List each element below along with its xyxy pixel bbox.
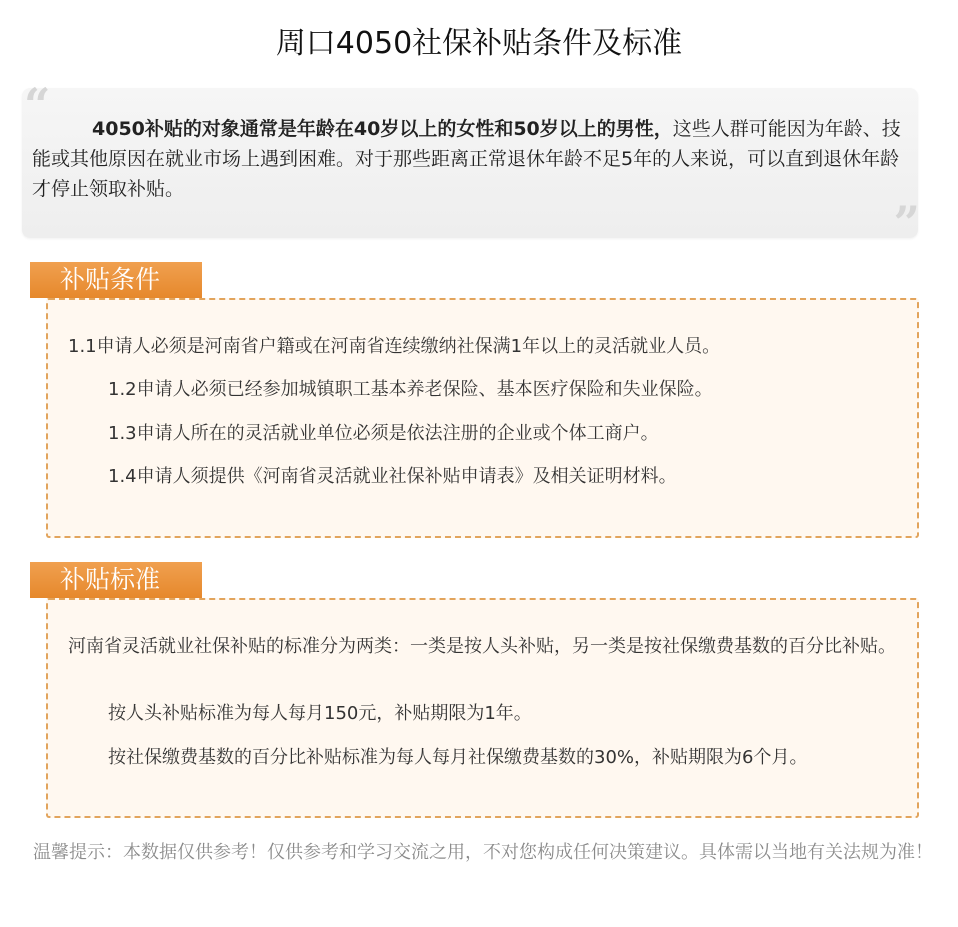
- condition-item: 1.4申请人须提供《河南省灵活就业社保补贴申请表》及相关证明材料。: [108, 466, 677, 487]
- standards-summary: 河南省灵活就业社保补贴的标准分为两类：一类是按人头补贴，另一类是按社保缴费基数的百分比补贴。: [68, 636, 896, 657]
- condition-item: 1.3申请人所在的灵活就业单位必须是依法注册的企业或个体工商户。: [108, 423, 659, 444]
- standard-item: 按人头补贴标准为每人每月150元，补贴期限为1年。: [108, 703, 532, 724]
- close-quote-icon: ”: [893, 196, 920, 250]
- standards-box: [46, 598, 919, 818]
- intro-paragraph: [32, 114, 904, 204]
- intro-bold-text: 4050补贴的对象通常是年龄在40岁以上的女性和50岁以上的男性，: [92, 118, 673, 140]
- page-title: 周口4050社保补贴条件及标准: [275, 26, 683, 61]
- section-heading-conditions: 补贴条件: [30, 262, 202, 298]
- section-heading-standards: 补贴标准: [30, 562, 202, 598]
- condition-item: 1.1申请人必须是河南省户籍或在河南省连续缴纳社保满1年以上的灵活就业人员。: [68, 336, 721, 357]
- standard-item: 按社保缴费基数的百分比补贴标准为每人每月社保缴费基数的30%，补贴期限为6个月。: [108, 747, 808, 768]
- intro-rest-text: 这些人群可能因为年龄、技能或其他原因在就业市场上遇到困难。对于那些距离正常退休年龄不足5年的人来说，可以直到退休年龄才停止领取补贴。: [32, 118, 901, 200]
- open-quote-icon: “: [24, 78, 51, 132]
- conditions-box: [46, 298, 919, 538]
- disclaimer-note: 温馨提示：本数据仅供参考！仅供参考和学习交流之用，不对您构成任何决策建议。具体需以当地有关法规为准！: [33, 842, 933, 863]
- intro-quote-box: [22, 78, 920, 250]
- condition-item: 1.2申请人必须已经参加城镇职工基本养老保险、基本医疗保险和失业保险。: [108, 379, 713, 400]
